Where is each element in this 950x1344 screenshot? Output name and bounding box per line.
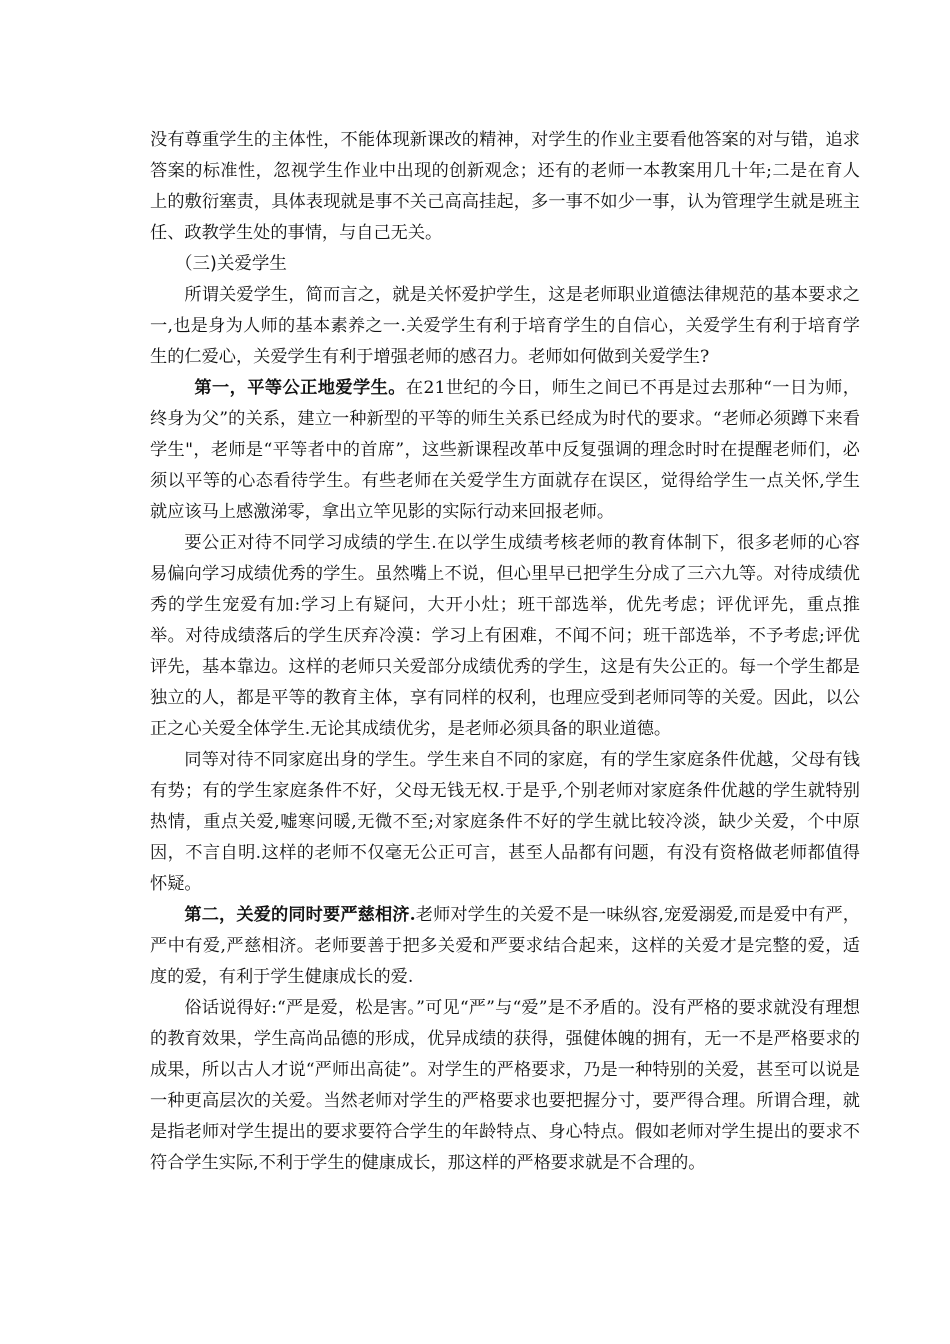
paragraph-intro: 没有尊重学生的主体性，不能体现新课改的精神，对学生的作业主要看他答案的对与错，追求答案的标准性，忽视学生作业中出现的创新观念；还有的老师一本教案用几十年;二是在育人上的敷衍塞责，具体表现就是事不关己高高挂起，多一事不如少一事，认为管理学生就是班主任、政教学生处的事情，与自己无关。 xyxy=(150,130,860,243)
second-point-lead: 第二，关爱的同时要严慈相济. xyxy=(184,905,416,925)
second-point-body: 老师对学生的关爱不是一味纵容,宠爱溺爱,而是爱中有严，严中有爱,严慈相济。老师要善于把多关爱和严要求结合起来，这样的关爱才是完整的爱，适度的爱，有利于学生健康成长的爱. xyxy=(150,905,860,987)
paragraph-second-point xyxy=(150,900,860,993)
section-heading: （三)关爱学生 xyxy=(175,254,287,274)
document-page xyxy=(150,125,860,1179)
paragraph-proverb: 俗话说得好:“严是爱，松是害。”可见“严”与“爱”是不矛盾的。没有严格的要求就没有理想的教育效果，学生高尚品德的形成，优异成绩的获得，强健体魄的拥有，无一不是严格要求的成果，所以古人才说“严师出高徒”。对学生的严格要求，乃是一种特别的关爱，甚至可以说是一种更高层次的关爱。当然老师对学生的严格要求也要把握分寸，要严得合理。所谓合理，就是指老师对学生提出的要求要符合学生的年龄特点、身心特点。假如老师对学生提出的要求不符合学生实际,不利于学生的健康成长，那这样的严格要求就是不合理的。 xyxy=(150,998,860,1173)
paragraph-fair-family: 同等对待不同家庭出身的学生。学生来自不同的家庭，有的学生家庭条件优越，父母有钱有势；有的学生家庭条件不好，父母无钱无权.于是乎,个别老师对家庭条件优越的学生就特别热情，重点关爱,嘘寒问暖,无微不至;对家庭条件不好的学生就比较冷淡，缺少关爱，个中原因，不言自明.这样的老师不仅毫无公正可言，甚至人品都有问题，有没有资格做老师都值得怀疑。 xyxy=(150,750,860,894)
paragraph-definition: 所谓关爱学生，简而言之，就是关怀爱护学生，这是老师职业道德法律规范的基本要求之一,也是身为人师的基本素养之一.关爱学生有利于培育学生的自信心，关爱学生有利于培育学生的仁爱心，关爱学生有利于增强老师的感召力。老师如何做到关爱学生? xyxy=(150,285,860,367)
paragraph-first-point xyxy=(150,373,860,528)
first-point-body: 在21世纪的今日，师生之间已不再是过去那种“一日为师，终身为父”的关系，建立一种新型的平等的师生关系已经成为时代的要求。“老师必须蹲下来看学生"，老师是“平等者中的首席”，这些新课程改革中反复强调的理念时时在提醒老师们，必须以平等的心态看待学生。有些老师在关爱学生方面就存在误区，觉得给学生一点关怀,学生就应该马上感激涕零，拿出立竿见影的实际行动来回报老师。 xyxy=(150,378,860,522)
paragraph-fair-grades: 要公正对待不同学习成绩的学生.在以学生成绩考核老师的教育体制下，很多老师的心容易偏向学习成绩优秀的学生。虽然嘴上不说，但心里早已把学生分成了三六九等。对待成绩优秀的学生宠爱有加:学习上有疑问，大开小灶；班干部选举，优先考虑；评优评先，重点推举。对待成绩落后的学生厌弃冷漠：学习上有困难，不闻不问；班干部选举，不予考虑;评优评先，基本靠边。这样的老师只关爱部分成绩优秀的学生，这是有失公正的。每一个学生都是独立的人，都是平等的教育主体，享有同样的权利，也理应受到老师同等的关爱。因此，以公正之心关爱全体学生.无论其成绩优劣，是老师必须具备的职业道德。 xyxy=(150,533,860,739)
first-point-lead: 第一，平等公正地爱学生。 xyxy=(194,378,406,398)
